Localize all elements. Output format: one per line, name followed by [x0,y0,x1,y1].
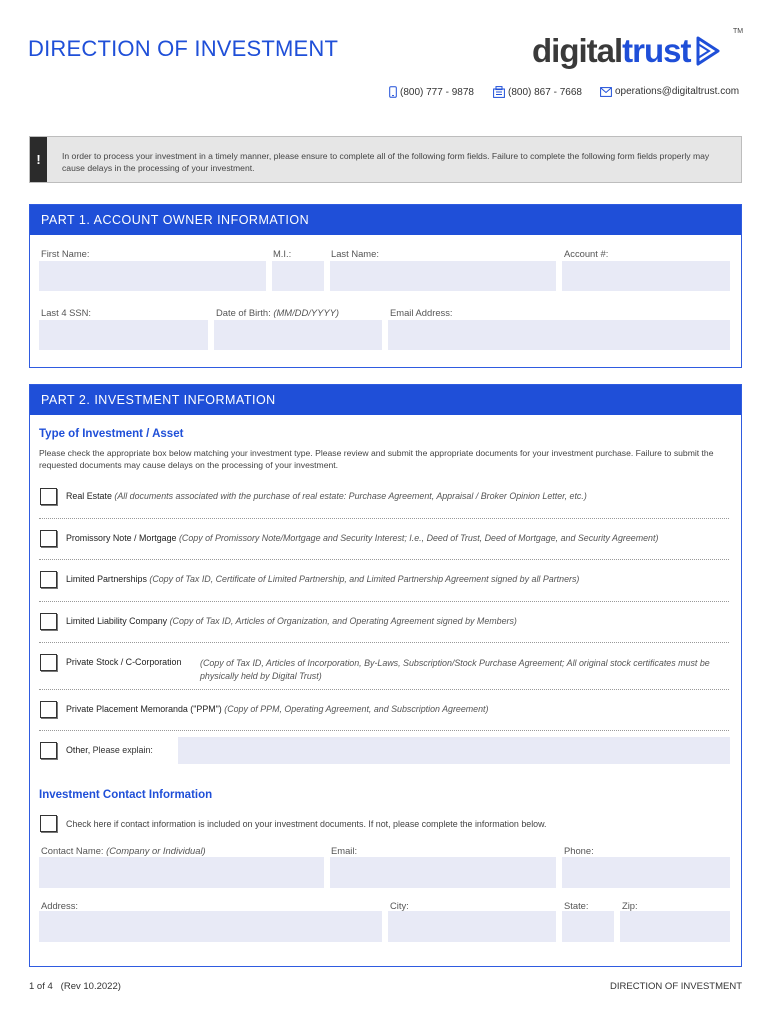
divider [39,518,729,519]
account-field[interactable] [562,261,730,291]
email-contact: operations@digitaltrust.com [600,86,739,97]
address-label: Address: [41,900,78,911]
contact-name-label: Contact Name: (Company or Individual) [41,845,206,856]
option-limited-partnerships: Limited Partnerships (Copy of Tax ID, Certificate of Limited Partnership, and Limited Partnership Agreement signed by all Partners) [66,574,580,584]
other-checkbox[interactable] [40,742,57,759]
play-arrow-icon [695,35,721,67]
option-promissory-note: Promissory Note / Mortgage (Copy of Promissory Note/Mortgage and Security Interest; I.e., Deed of Trust, Deed of Mortgage, and Security Agreement) [66,533,659,543]
notice-text: In order to process your investment in a timely manner, please ensure to complete all of the following form fields. Failure to complete the following form fields properly may cause delays in the processing of your investment. [62,151,710,173]
page-title: DIRECTION OF INVESTMENT [28,36,339,61]
city-field[interactable] [388,911,556,942]
part1-heading: PART 1. ACCOUNT OWNER INFORMATION [30,205,741,235]
part2-heading: PART 2. INVESTMENT INFORMATION [30,385,741,415]
first-name-label: First Name: [41,248,90,259]
divider [39,689,729,690]
state-field[interactable] [562,911,614,942]
option-private-stock-note: (Copy of Tax ID, Articles of Incorporation, By-Laws, Subscription/Stock Purchase Agreement; All original stock certificates must be physically held by Digital Trust) [200,658,710,681]
contact-phone-field[interactable] [562,857,730,888]
zip-label: Zip: [622,900,638,911]
zip-field[interactable] [620,911,730,942]
divider [39,559,729,560]
address-field[interactable] [39,911,382,942]
footer-rule [29,966,742,967]
option-real-estate: Real Estate (All documents associated with the purchase of real estate: Purchase Agreement, Appraisal / Broker Opinion Letter, etc.) [66,491,587,501]
option-private-stock: Private Stock / C-Corporation [66,657,182,667]
type-heading: Type of Investment / Asset [39,428,184,440]
private-stock-checkbox[interactable] [40,654,57,671]
notice-box [29,136,742,183]
phone-icon [389,86,397,98]
mi-label: M.I.: [273,248,292,259]
mail-icon [600,87,612,97]
contact-email-field[interactable] [330,857,556,888]
contact-email-label: Email: [331,845,358,856]
divider [39,730,729,731]
dob-label: Date of Birth: (MM/DD/YYYY) [216,307,339,318]
contact-phone-label: Phone: [564,845,594,856]
digitaltrust-logo: digital trust TM [532,28,744,69]
email-label: Email Address: [390,307,453,318]
option-llc: Limited Liability Company (Copy of Tax ID, Articles of Organization, and Operating Agreement signed by Members) [66,616,517,626]
city-label: City: [390,900,409,911]
dob-field[interactable] [214,320,382,350]
promissory-note-checkbox[interactable] [40,530,57,547]
contact-included-checkbox[interactable] [40,815,57,832]
ppm-checkbox[interactable] [40,701,57,718]
mi-field[interactable] [272,261,324,291]
other-explain-field[interactable] [178,737,730,764]
last-name-label: Last Name: [331,248,379,259]
email-field[interactable] [388,320,730,350]
ssn-field[interactable] [39,320,208,350]
contact-heading: Investment Contact Information [39,789,213,801]
account-label: Account #: [564,248,609,259]
limited-partnerships-checkbox[interactable] [40,571,57,588]
state-label: State: [564,900,589,911]
phone-contact: (800) 777 - 9878 [389,86,474,98]
page-number: 1 of 4 (Rev 10.2022) [29,981,121,992]
contact-name-field[interactable] [39,857,324,888]
ssn-label: Last 4 SSN: [41,307,92,318]
contact-check-text: Check here if contact information is included on your investment documents. If not, please complete the information below. [66,819,547,829]
llc-checkbox[interactable] [40,613,57,630]
first-name-field[interactable] [39,261,266,291]
divider [39,601,729,602]
option-other: Other, Please explain: [66,745,153,755]
fax-icon [493,86,505,98]
footer-title: DIRECTION OF INVESTMENT [610,981,742,992]
last-name-field[interactable] [330,261,556,291]
option-ppm: Private Placement Memoranda ("PPM") (Copy of PPM, Operating Agreement, and Subscription Agreement) [66,704,489,714]
type-instructions: Please check the appropriate box below matching your investment type. Please review and submit the appropriate documents for your investment purchase. Failure to submit the requested documents may cause delays on the processing of your investment. [39,448,714,470]
divider [39,642,729,643]
real-estate-checkbox[interactable] [40,488,57,505]
warning-icon: ! [30,137,47,182]
fax-contact: (800) 867 - 7668 [493,86,582,98]
